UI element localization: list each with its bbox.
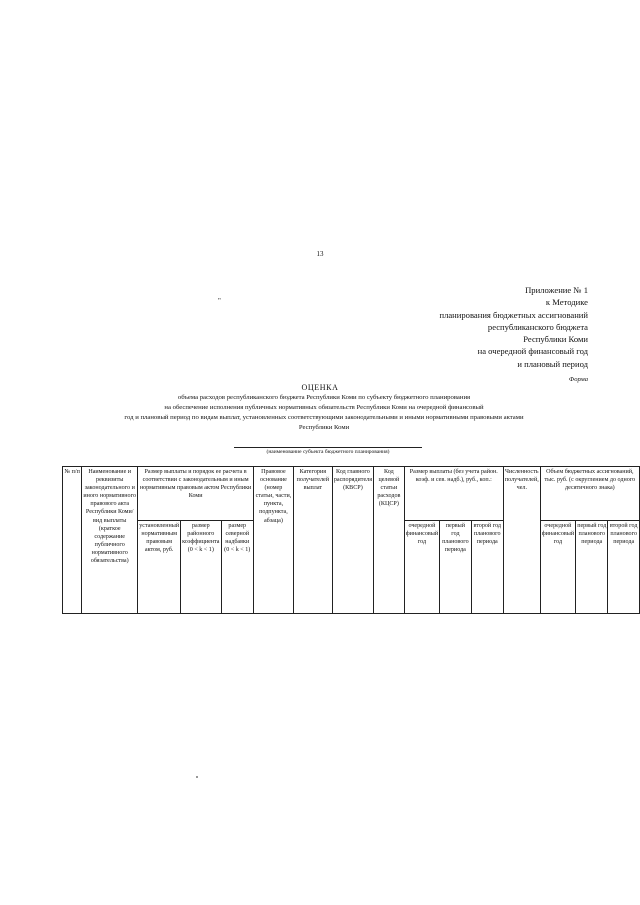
header-payment-second: второй год планового периода (471, 521, 503, 614)
scan-speck (196, 776, 198, 778)
header-basis: Правовое основание (номер статьи, части, пункта, подпункта, абзаца) (254, 467, 294, 614)
header-volume-first: первый год планового периода (576, 521, 608, 614)
appendix-header (439, 284, 588, 370)
assessment-table (62, 466, 640, 614)
document-title: ОЦЕНКА (301, 383, 339, 392)
appendix-line: к Методике (545, 297, 588, 308)
header-kbsr: Код главного распорядителя (КВСР) (332, 467, 373, 614)
header-volume-next: очередной финансовый год (540, 521, 575, 614)
subject-underline (234, 447, 422, 448)
header-name: Наименование и реквизиты законодательного и иного нормативного правового акта Республики Коми/вид выплаты (краткое содержание публичного нормативного обязательства) (82, 467, 138, 614)
header-size-group: Размер выплаты и порядок ее расчета в соответствии с законодательным и иным нормативным правовым актом Республики Коми (138, 467, 254, 521)
document-subtitle (64, 393, 584, 433)
header-payment-group: Размер выплаты (без учета район. коэф. и сев. надб.), руб., коп.: (404, 467, 503, 521)
subtitle-line: Республики Коми (298, 424, 350, 431)
header-kcsr: Код целевой статьи расходов (КЦСР) (374, 467, 405, 614)
header-count: Численность получателей, чел. (503, 467, 540, 614)
subject-caption: (наименование субъекта бюджетного планирования) (266, 449, 390, 455)
stray-mark: " (218, 297, 221, 305)
page-number: 13 (316, 250, 324, 258)
appendix-line: на очередной финансовый год (477, 346, 588, 357)
header-size-regional: размер районного коэффициента (0 < k < 1) (181, 521, 221, 614)
header-category: Категория получателей выплат (293, 467, 332, 614)
header-volume-second: второй год планового периода (608, 521, 640, 614)
appendix-line: Приложение № 1 (525, 285, 588, 295)
header-num: № п/п (63, 467, 82, 614)
subtitle-line: год и плановый период по видам выплат, установленных соответствующими законодательными и иными нормативными правовыми актами (124, 414, 524, 421)
appendix-line: и плановый период (517, 358, 588, 369)
appendix-line: Республики Коми (523, 334, 588, 345)
header-size-established: установленный нормативным правовым актом, руб. (138, 521, 181, 614)
header-payment-next: очередной финансовый год (404, 521, 439, 614)
header-size-north: размер северной надбавки (0 < k < 1) (221, 521, 254, 614)
subtitle-line: на обеспечение исполнения публичных нормативных обязательств Республики Коми на очередной финансовый (164, 404, 484, 411)
header-payment-first: первый год планового периода (440, 521, 471, 614)
form-label: Форма (568, 376, 588, 383)
appendix-line: планирования бюджетных ассигнований (439, 309, 588, 320)
header-volume-group: Объем бюджетных ассигнований, тыс. руб. (с округлением до одного десятичного знака) (540, 467, 639, 521)
appendix-line: республиканского бюджета (487, 321, 588, 332)
subtitle-line: объема расходов республиканского бюджета Республики Коми по субъекту бюджетного планирования (177, 394, 471, 401)
